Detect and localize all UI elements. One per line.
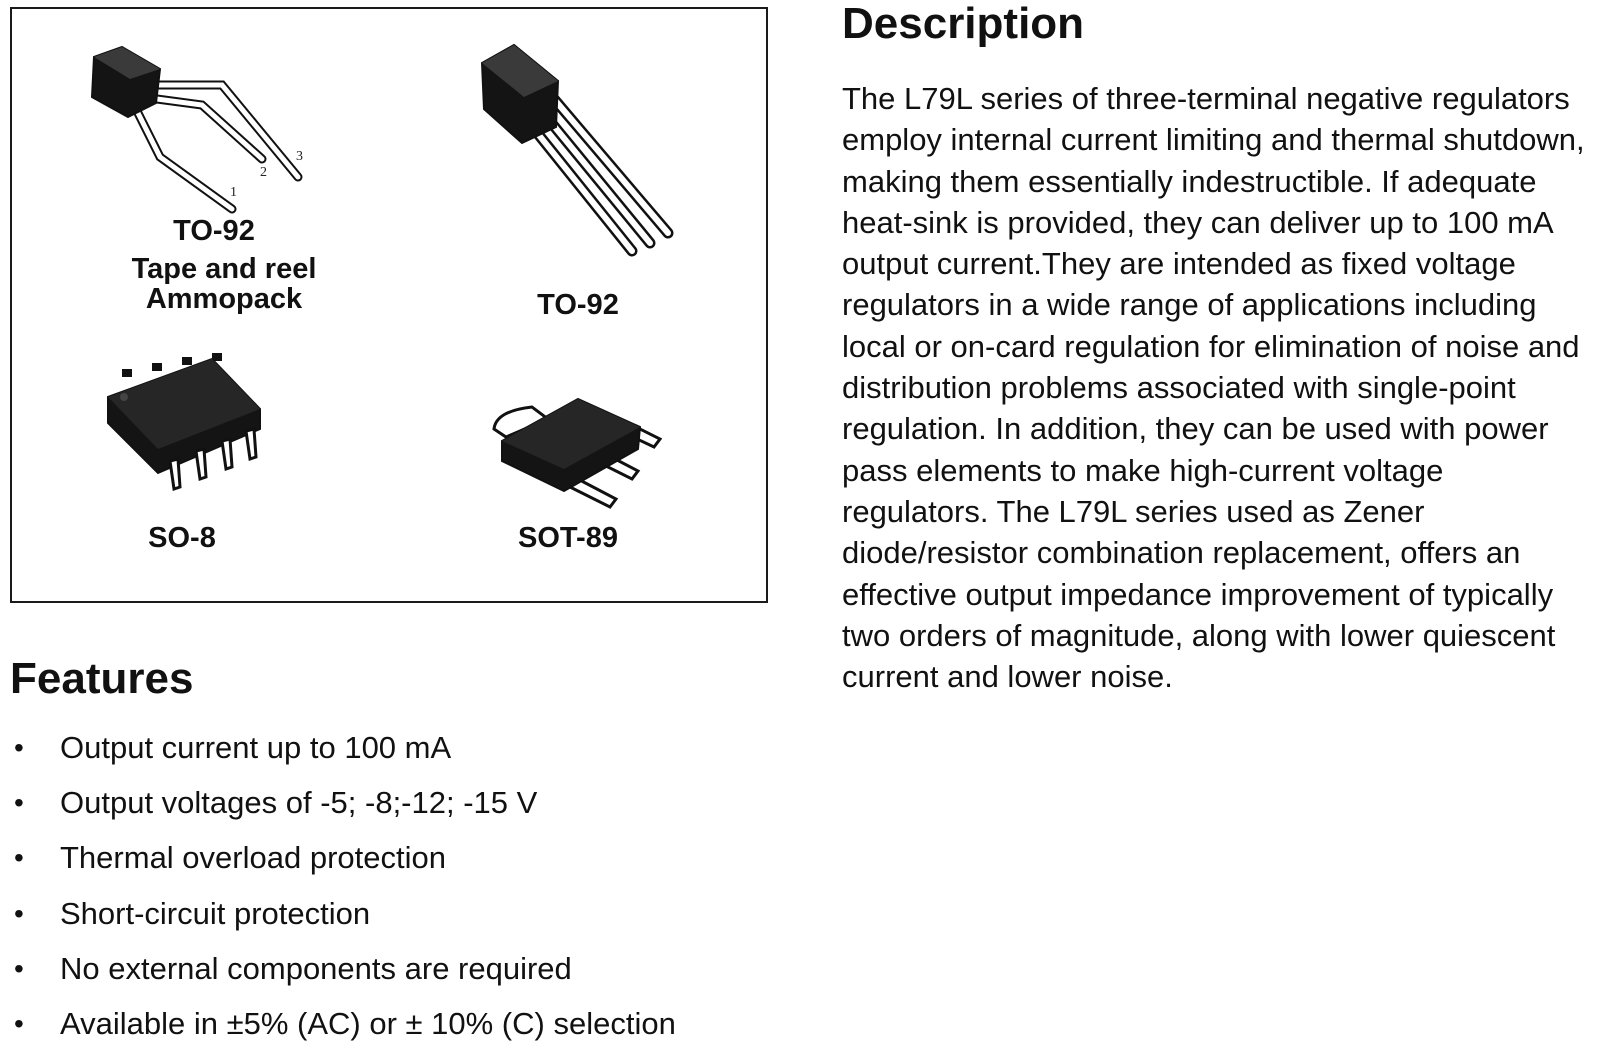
description-body: The L79L series of three-terminal negative regulators employ internal current limiting and thermal shutdown, making them essentially indestructible. If adequate heat-sink is provided, they can deliver up to 100 mA output current.They are intended as fixed voltage regulators in a wide range of applications including local or on-card regulation for elimination of noise and distribution problems associated with single-point regulation. In addition, they can be used with power pass elements to make high-current voltage regulators. The L79L series used as Zener diode/resistor combination replacement, offers an effective output impedance improvement of typically two orders of magnitude, along with lower quiescent current and lower noise. [842,81,1585,695]
label-line-ammopack: Ammopack [145,283,303,315]
feature-text: Output voltages of -5; -8;-12; -15 V [60,785,538,821]
to92-bent-leads-illustration [72,39,372,239]
bullet-glyph: • [14,1007,24,1039]
pin-number-3: 3 [296,149,303,164]
pin-number-2: 2 [260,165,267,180]
feature-text: Thermal overload protection [60,840,446,876]
description-title: Description [842,0,1085,48]
bullet-glyph: • [14,897,24,929]
bullet-glyph: • [14,952,24,984]
label-line-to92: TO-92 [173,215,255,247]
feature-item [10,951,830,1006]
package-to92 [392,9,768,329]
bullet-glyph: • [14,787,24,819]
package-label-so8: SO-8 [148,522,216,554]
pin-number-1: 1 [230,185,237,200]
feature-item [10,840,830,895]
package-so8 [12,329,392,601]
label-line-tape-and-reel: Tape and reel [131,253,317,285]
package-sot89 [392,329,768,601]
package-label-to92: TO-92 [537,289,619,321]
feature-item [10,1006,830,1061]
bullet-glyph: • [14,842,24,874]
packages-figure [10,7,768,603]
package-to92-tape-reel [12,9,392,329]
feature-item [10,785,830,840]
feature-text: Available in ±5% (AC) or ± 10% (C) selection [60,1005,676,1041]
feature-text: No external components are required [60,950,572,986]
package-label-sot89: SOT-89 [518,522,618,554]
feature-item [10,730,830,785]
feature-text: Short-circuit protection [60,895,371,931]
sot89-illustration [492,379,692,529]
feature-text: Output current up to 100 mA [60,730,452,765]
features-list [10,730,830,1061]
feature-item [10,896,830,951]
to92-straight-leads-illustration [462,39,722,299]
features-title: Features [10,654,194,703]
bullet-glyph: • [14,732,24,763]
so8-illustration [92,349,292,499]
package-label-to92-tape [74,216,374,314]
